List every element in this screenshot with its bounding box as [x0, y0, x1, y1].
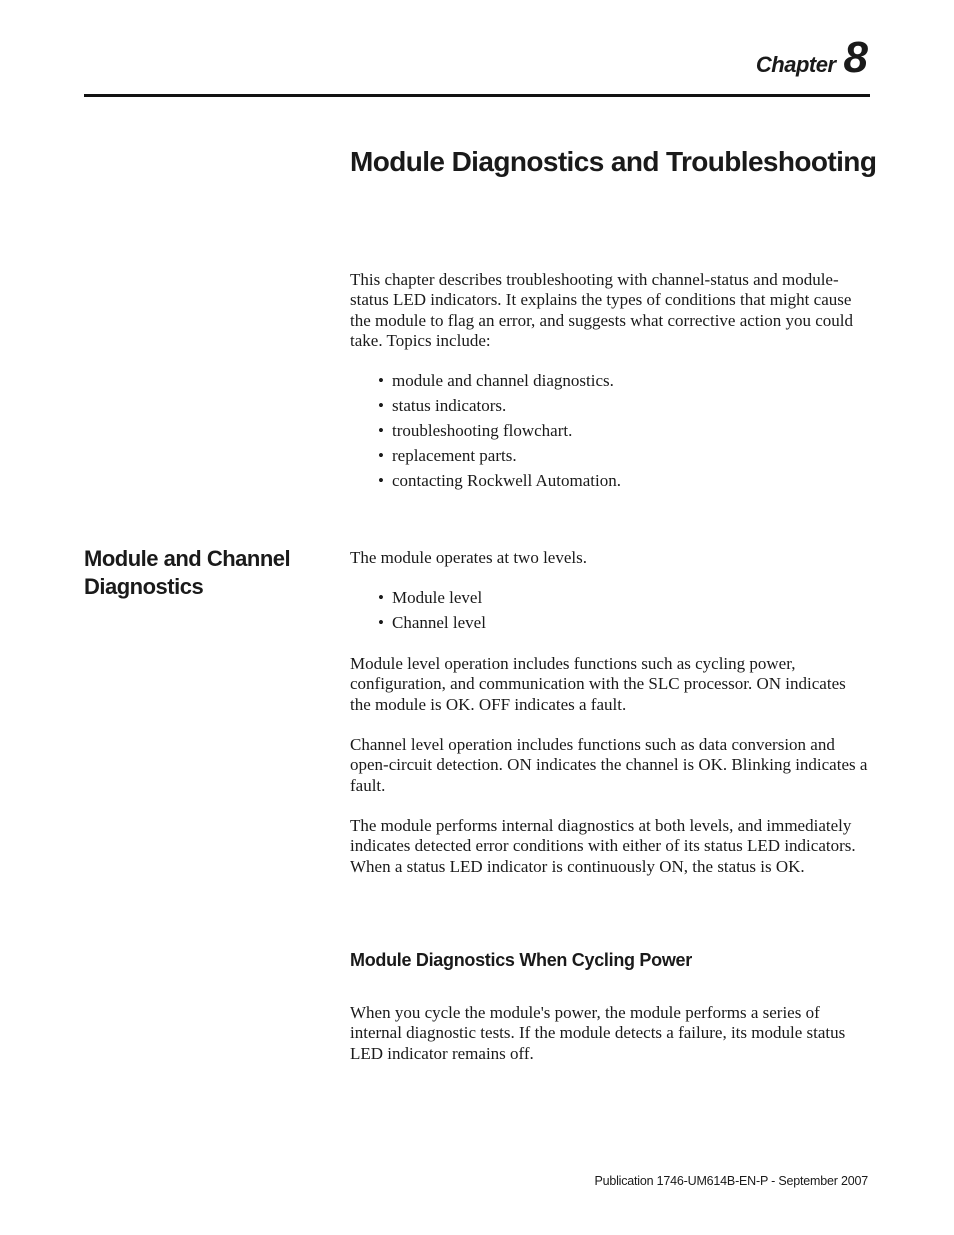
- section-lead: The module operates at two levels.: [350, 548, 587, 567]
- section-heading: Module and Channel Diagnostics: [84, 546, 291, 599]
- intro-paragraph: This chapter describes troubleshooting with channel-status and module-status LED indicators. It explains the types of conditions that might cause the module to flag an error, and suggests what corrective action you could take. Topics include:: [350, 270, 854, 350]
- chapter-header: [755, 33, 868, 82]
- header-rule: [84, 94, 870, 97]
- list-item: • troubleshooting flowchart.: [378, 421, 573, 440]
- list-item: • status indicators.: [378, 396, 507, 415]
- module-level-paragraph: Module level operation includes functions such as cycling power, configuration, and communication with the SLC processor. ON indicates the module is OK. OFF indicates a fault.: [350, 654, 846, 714]
- topics-list: [378, 371, 621, 496]
- cycling-power-paragraph: When you cycle the module's power, the module performs a series of internal diagnostic tests. If the module detects a failure, its module status LED indicator remains off.: [350, 1003, 846, 1063]
- channel-level-paragraph: Channel level operation includes functions such as data conversion and open-circuit detection. ON indicates the channel is OK. Blinking indicates a fault.: [350, 735, 868, 795]
- publication-footer: Publication 1746-UM614B-EN-P - September 2007: [594, 1174, 868, 1188]
- list-item: • replacement parts.: [378, 446, 517, 465]
- internal-diagnostics-paragraph: The module performs internal diagnostics at both levels, and immediately indicates detected error conditions with either of its status LED indicators. When a status LED indicator is continuously ON, the status is OK.: [350, 816, 856, 876]
- list-item: • module and channel diagnostics.: [378, 371, 614, 390]
- list-item: • Module level: [378, 588, 483, 607]
- list-item: • contacting Rockwell Automation.: [378, 471, 621, 490]
- list-item: • Channel level: [378, 613, 486, 632]
- chapter-label: Chapter: [755, 52, 836, 77]
- chapter-number: 8: [843, 33, 868, 82]
- page-title: Module Diagnostics and Troubleshooting: [350, 146, 877, 177]
- subsection-heading: Module Diagnostics When Cycling Power: [350, 950, 692, 970]
- levels-list: [378, 588, 486, 638]
